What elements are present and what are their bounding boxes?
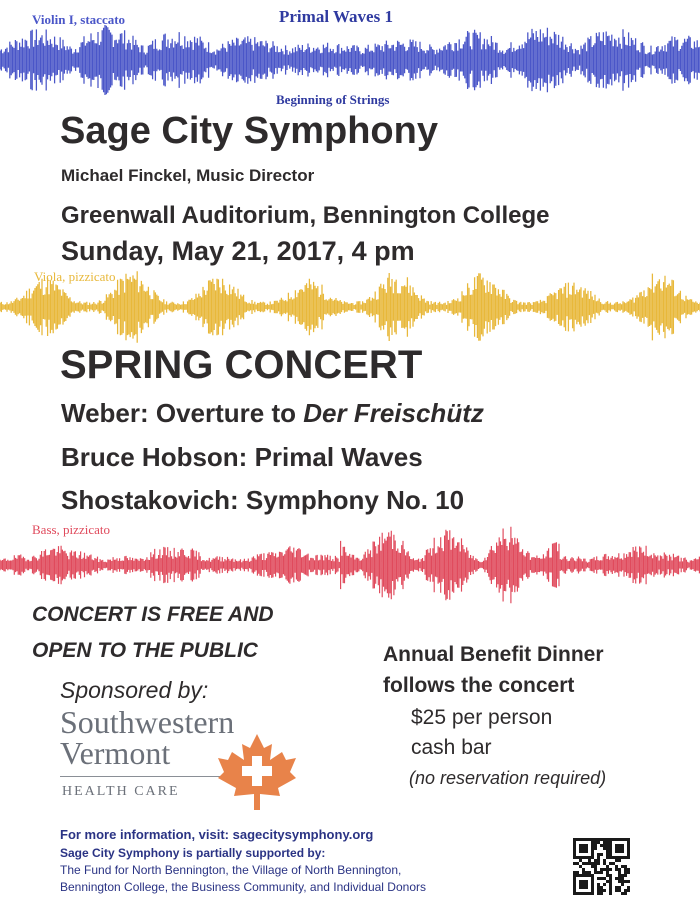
piece-1-italic: Der Freischütz [303, 398, 484, 428]
orchestra-name: Sage City Symphony [60, 110, 438, 152]
program-title: SPRING CONCERT [60, 343, 423, 387]
free-line-2: OPEN TO THE PUBLIC [32, 639, 258, 662]
viola-label: Viola, pizzicato [34, 269, 116, 284]
venue: Greenwall Auditorium, Bennington College [61, 202, 550, 229]
dinner-line-2: follows the concert [383, 674, 575, 697]
violin-waveform [0, 20, 700, 100]
piece-3: Shostakovich: Symphony No. 10 [61, 485, 465, 515]
info-link[interactable]: For more information, visit: sagecitysymphony.org [60, 827, 374, 842]
piece-1 [61, 398, 484, 429]
wave-title: Primal Waves 1 [279, 7, 393, 26]
logo-line-3: HEALTH CARE [62, 784, 180, 799]
dinner-note: (no reservation required) [409, 768, 607, 788]
wave-subtitle: Beginning of Strings [276, 92, 390, 107]
violin-label: Violin I, staccato [32, 12, 126, 27]
piece-2: Bruce Hobson: Primal Waves [61, 442, 423, 472]
piece-1-text: Weber: Overture to [61, 398, 304, 428]
bass-label: Bass, pizzicato [32, 522, 110, 537]
music-director: Michael Finckel, Music Director [61, 166, 315, 185]
logo-line-2: Vermont [60, 735, 171, 771]
donors-line-1: The Fund for North Bennington, the Village of North Bennington, [60, 863, 402, 877]
qr-code-icon[interactable] [573, 838, 630, 895]
dinner-bar: cash bar [411, 736, 492, 759]
logo-line-1: Southwestern [60, 704, 235, 740]
concert-date: Sunday, May 21, 2017, 4 pm [61, 236, 415, 266]
dinner-line-1: Annual Benefit Dinner [383, 643, 604, 666]
maple-leaf-icon [216, 732, 298, 812]
sponsor-label: Sponsored by: [60, 677, 209, 703]
donors-line-2: Bennington College, the Business Community, and Individual Donors [60, 880, 426, 894]
dinner-price: $25 per person [411, 706, 553, 729]
support-heading: Sage City Symphony is partially supported by: [60, 846, 326, 860]
free-line-1: CONCERT IS FREE AND [32, 603, 274, 626]
logo-rule [60, 776, 220, 777]
sponsor-logo [58, 704, 303, 814]
